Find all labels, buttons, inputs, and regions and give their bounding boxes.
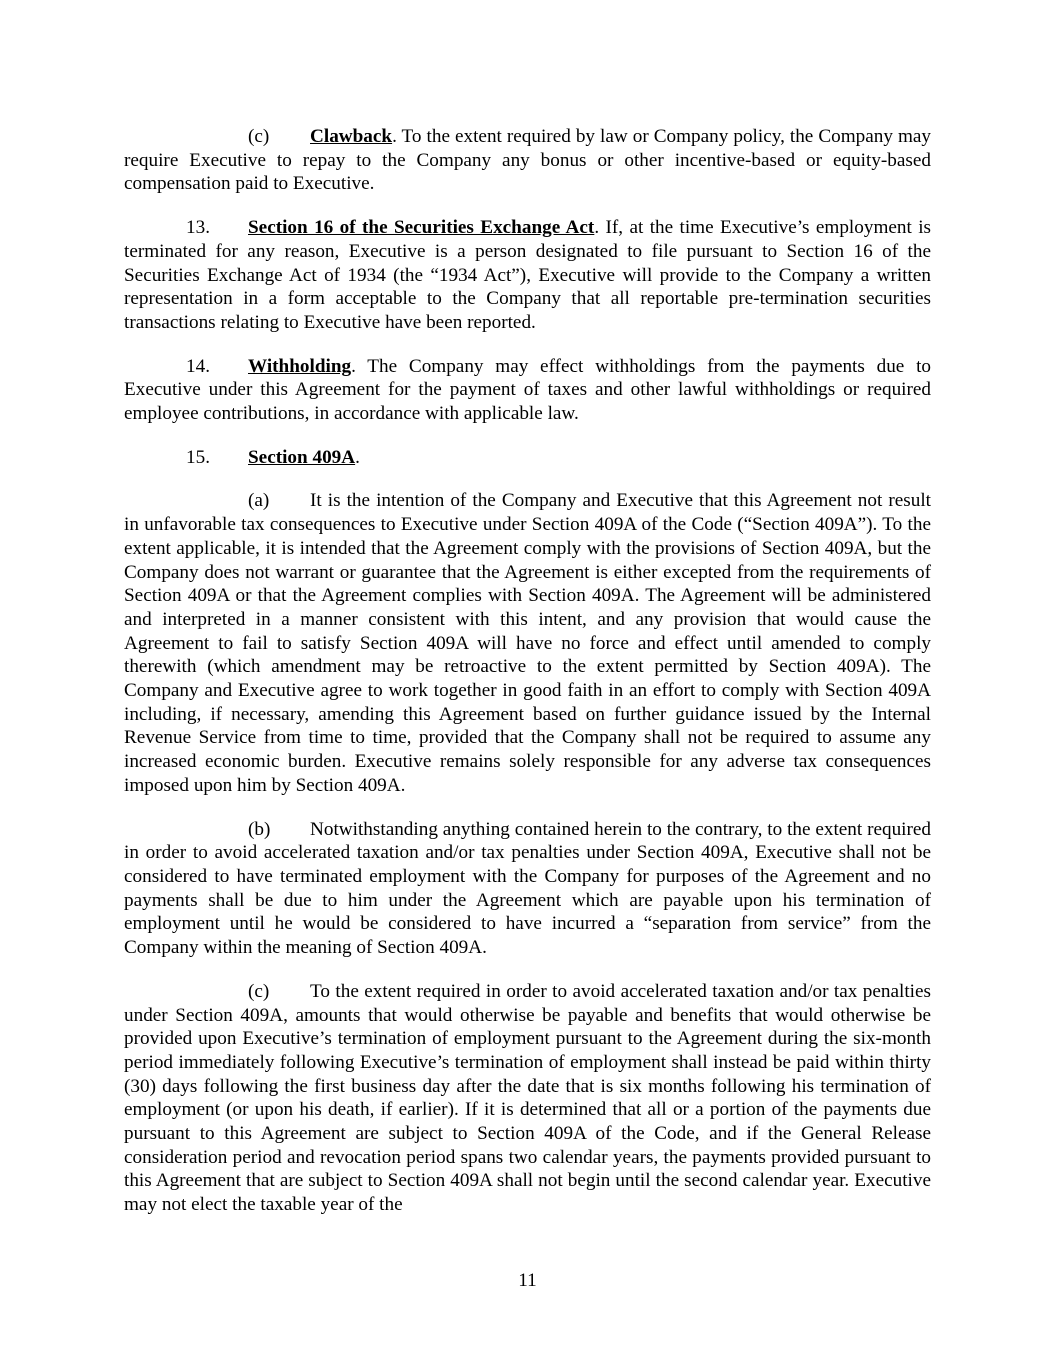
- section-heading: Clawback: [310, 126, 393, 147]
- paragraph-number: (c): [248, 980, 270, 1002]
- paragraph-text: Notwithstanding anything contained herein to the contrary, to the extent required in order to avoid accelerated taxation and/or tax penalties under Section 409A, Executive shall not be considered to have terminated employment with the Company for purposes of the Agreement and no payments shall be due to him under the Agreement which are payable upon his termination of employment until he would be considered to have incurred a “separation from service” from the Company within the meaning of Section 409A.: [124, 818, 931, 959]
- paragraph-text: To the extent required in order to avoid accelerated taxation and/or tax penalties under Section 409A, amounts that would otherwise be payable and benefits that would otherwise be provided upon Executive’s termination of employment pursuant to the Agreement during the six-month period immediately following Executive’s termination of employment shall instead be paid within thirty (30) days following the first business day after the date that is six months following his termination of employment (or upon his death, if earlier). If it is determined that all or a portion of the payments due pursuant to this Agreement are subject to Section 409A of the Code, and if the General Release consideration period and revocation period spans two calendar years, the payments provided pursuant to this Agreement that are subject to Section 409A shall not begin until the second calendar year. Executive may not elect the taxable year of the: [124, 980, 931, 1216]
- paragraph-text: The Company may effect withholdings from the payments due to Executive under this Agreement for the payment of taxes and other lawful withholdings or required employee contributions, in accordance with applicable law.: [124, 355, 931, 425]
- paragraph-number: (c): [248, 126, 270, 147]
- paragraph-15b: [124, 818, 931, 960]
- paragraph-number: 15.: [186, 446, 210, 468]
- section-heading: Section 409A: [248, 446, 356, 468]
- heading-punctuation: .: [392, 126, 397, 147]
- paragraph-number: (b): [248, 818, 271, 840]
- document-body: [124, 125, 931, 1237]
- paragraph-text: To the extent required by law or Company policy, the Company may require Executive to repay to the Company any bonus or other incentive-based or equity-based compensation paid to Executive.: [124, 126, 931, 195]
- paragraph-text: It is the intention of the Company and Executive that this Agreement not result in unfavorable tax consequences to Executive under Section 409A of the Code (“Section 409A”). To the extent applicable, it is intended that the Agreement comply with the provisions of Section 409A, but the Company does not warrant or guarantee that the Agreement is either excepted from the requirements of Section 409A or that the Agreement complies with Section 409A. The Agreement will be administered and interpreted in a manner consistent with this intent, and any provision that would cause the Agreement to fail to satisfy Section 409A will have no force and effect until amended to comply therewith (which amendment may be retroactive to the extent permitted by Section 409A). The Company and Executive agree to work together in good faith in an effort to comply with Section 409A including, if necessary, amending this Agreement based on further guidance issued by the Internal Revenue Service from time to time, provided that the Company shall not be required to assume any increased economic burden. Executive remains solely responsible for any adverse tax consequences imposed upon him by Section 409A.: [124, 490, 931, 796]
- section-heading: Withholding: [248, 355, 352, 377]
- heading-punctuation: .: [594, 217, 600, 239]
- page-number: 11: [518, 1270, 537, 1291]
- paragraph-number: 14.: [186, 355, 210, 377]
- paragraph-15a: [124, 489, 931, 797]
- paragraph-13-section-16: [124, 216, 931, 335]
- paragraph-text: If, at the time Executive’s employment is terminated for any reason, Executive is a person designated to file pursuant to Section 16 of the Securities Exchange Act of 1934 (the “1934 Act”), Executive will provide to the Company a written representation in a form acceptable to the Company that all reportable pre-termination securities transactions relating to Executive have been reported.: [124, 217, 931, 333]
- section-heading: Section 16 of the Securities Exchange Act: [248, 217, 595, 239]
- heading-punctuation: .: [355, 446, 360, 468]
- paragraph-15c: [124, 980, 931, 1217]
- paragraph-12c-clawback: [124, 125, 931, 196]
- paragraph-number: (a): [248, 490, 270, 512]
- paragraph-15-section-409a: [124, 446, 931, 470]
- heading-punctuation: .: [351, 355, 356, 377]
- paragraph-14-withholding: [124, 355, 931, 426]
- paragraph-number: 13.: [186, 217, 210, 239]
